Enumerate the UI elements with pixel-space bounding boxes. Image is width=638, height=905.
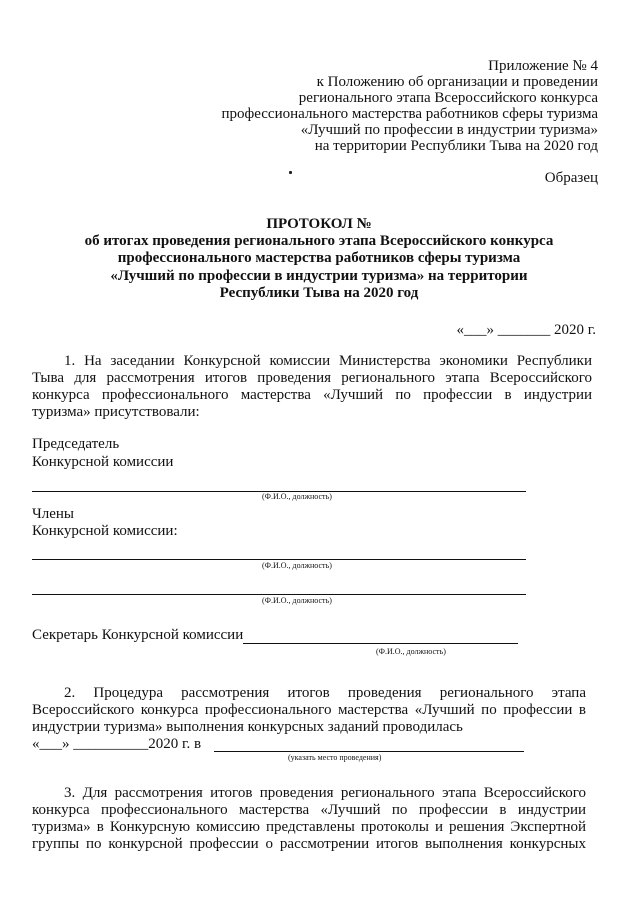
title-line: профессионального мастерства работников сферы туризма [117, 250, 521, 266]
paragraph-line: конкурса профессионального мастерства «Лучший по профессии в индустрии [32, 802, 586, 818]
title-line: «Лучший по профессии в индустрии туризма» на территории [110, 268, 528, 284]
field-hint: (Ф.И.О., должность) [262, 561, 332, 570]
paragraph-line: индустрии туризма» выполнения конкурсных заданий проводилась [32, 719, 463, 735]
paragraph-line: Тыва для рассмотрения итогов проведения регионального этапа Всероссийского [32, 370, 592, 386]
member-signature-line [32, 559, 526, 560]
field-hint: (Ф.И.О., должность) [262, 596, 332, 605]
title-line: об итогах проведения регионального этапа Всероссийского конкурса [84, 233, 554, 249]
appendix-line: регионального этапа Всероссийского конкурса [298, 90, 598, 106]
field-hint: (Ф.И.О., должность) [262, 492, 332, 501]
members-label: Члены [32, 506, 74, 522]
field-hint: (указать место проведения) [288, 753, 382, 762]
venue-date: «___» __________2020 г. в [32, 736, 202, 752]
appendix-line: «Лучший по профессии в индустрии туризма» [300, 122, 598, 138]
appendix-line: на территории Республики Тыва на 2020 год [314, 138, 598, 154]
title-heading: ПРОТОКОЛ № [266, 216, 372, 232]
members-label: Конкурсной комиссии: [32, 523, 178, 539]
sample-label: Образец [544, 170, 598, 186]
paragraph-line: туризма» в Конкурсную комиссию представлены протоколы и решения Экспертной [32, 819, 586, 835]
appendix-line: профессионального мастерства работников сферы туризма [221, 106, 598, 122]
secretary-label: Секретарь Конкурсной комиссии [32, 627, 244, 643]
chairman-label: Председатель [32, 436, 120, 452]
field-hint: (Ф.И.О., должность) [376, 647, 446, 656]
paragraph-line: туризма» присутствовали: [32, 404, 200, 420]
scan-speck [289, 171, 292, 174]
secretary-signature-line [243, 643, 518, 644]
chairman-label: Конкурсной комиссии [32, 454, 174, 470]
paragraph-line: группы по конкурсной профессии о рассмотрении итогов выполнения конкурсных [32, 836, 586, 852]
paragraph-line: 2. Процедура рассмотрения итогов проведения регионального этапа [64, 685, 586, 701]
protocol-date: «___» _______ 2020 г. [456, 322, 596, 338]
member-signature-line [32, 594, 526, 595]
appendix-line: Приложение № 4 [488, 58, 598, 74]
paragraph-line: 1. На заседании Конкурсной комиссии Министерства экономики Республики [64, 353, 592, 369]
appendix-line: к Положению об организации и проведении [316, 74, 598, 90]
paragraph-line: Всероссийского конкурса профессионального мастерства «Лучший по профессии в [32, 702, 586, 718]
paragraph-line: 3. Для рассмотрения итогов проведения регионального этапа Всероссийского [64, 785, 586, 801]
paragraph-line: конкурса профессионального мастерства «Лучший по профессии в индустрии [32, 387, 592, 403]
title-line: Республики Тыва на 2020 год [219, 285, 419, 301]
venue-line [214, 751, 524, 752]
